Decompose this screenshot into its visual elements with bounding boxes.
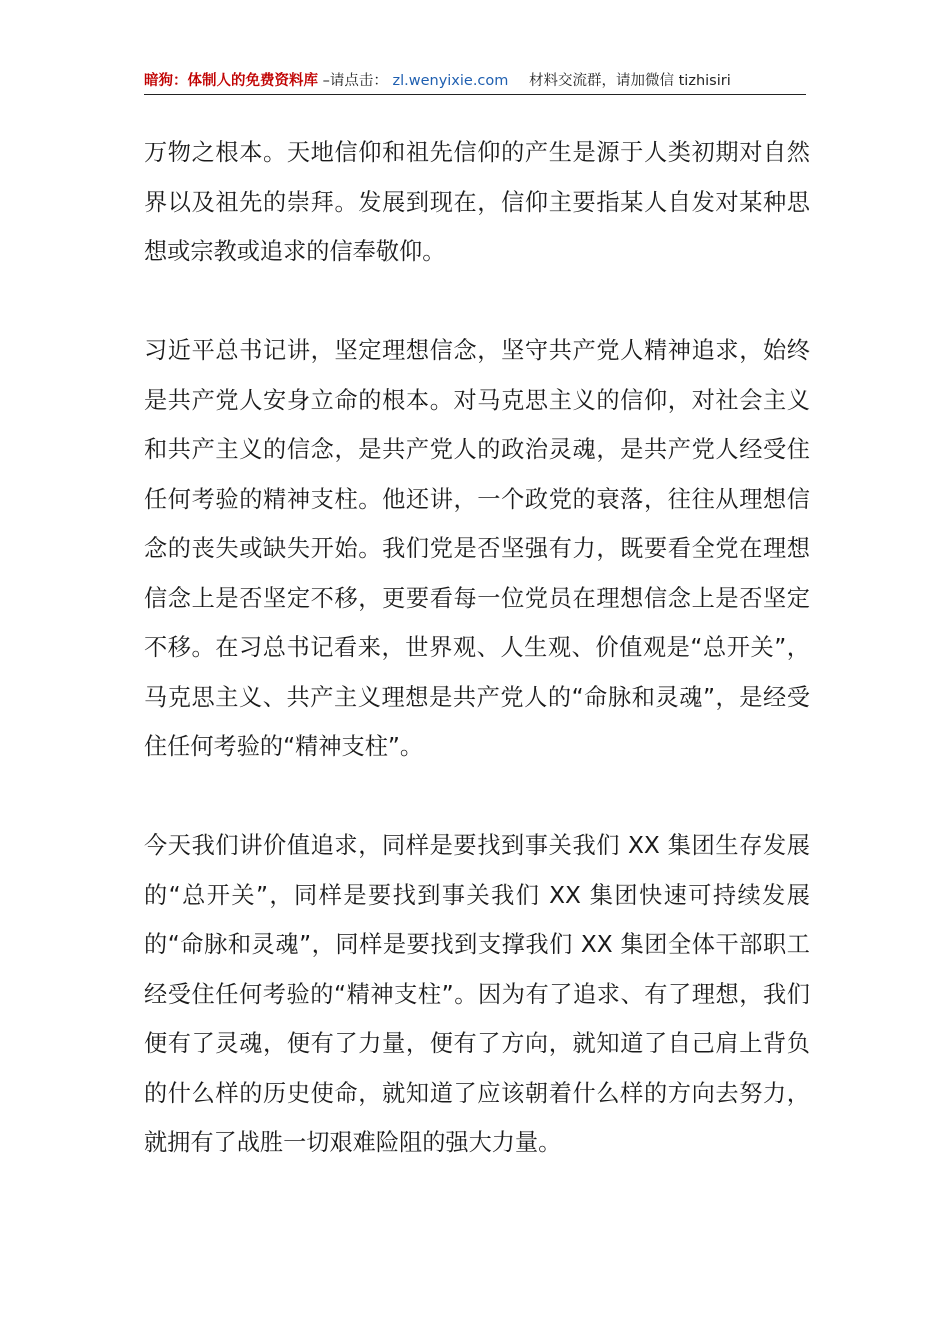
paragraph-2: 习近平总书记讲，坚定理想信念，坚守共产党人精神追求，始终是共产党人安身立命的根本。对马克思主义的信仰，对社会主义和共产主义的信念，是共产党人的政治灵魂，是共产党人经受住任何考验的精神支柱。他还讲，一个政党的衰落，往往从理想信念的丧失或缺失开始。我们党是否坚强有力，既要看全党在理想信念上是否坚定不移，更要看每一位党员在理想信念上是否坚定不移。在习总书记看来，世界观、人生观、价值观是“总开关”，马克思主义、共产主义理想是共产党人的“命脉和灵魂”，是经受住任何考验的“精神支柱”。	[144, 337, 810, 760]
header-prompt: –请点击：	[322, 73, 388, 89]
paragraph-1: 万物之根本。天地信仰和祖先信仰的产生是源于人类初期对自然界以及祖先的崇拜。发展到现在，信仰主要指某人自发对某种思想或宗教或追求的信奉敬仰。	[144, 139, 810, 265]
paragraph-3: 今天我们讲价值追求，同样是要找到事关我们 XX 集团生存发展的“总开关”，同样是要找到事关我们 XX 集团快速可持续发展的“命脉和灵魂”，同样是要找到支撑我们 XX 集团全体干部职工经受住任何考验的“精神支柱”。因为有了追求、有了理想，我们便有了灵魂，便有了力量，便有了方向，就知道了自己肩上背负的什么样的历史使命，就知道了应该朝着什么样的方向去努力，就拥有了战胜一切艰难险阻的强大力量。	[144, 832, 810, 1156]
header-group-info: 材料交流群，请加微信 tizhisiri	[529, 73, 731, 89]
page-header	[144, 70, 806, 95]
header-url-link[interactable]: zl.wenyixie.com	[392, 73, 509, 89]
document-body	[144, 128, 810, 1168]
header-brand: 暗狗：体制人的免费资料库	[144, 73, 318, 89]
